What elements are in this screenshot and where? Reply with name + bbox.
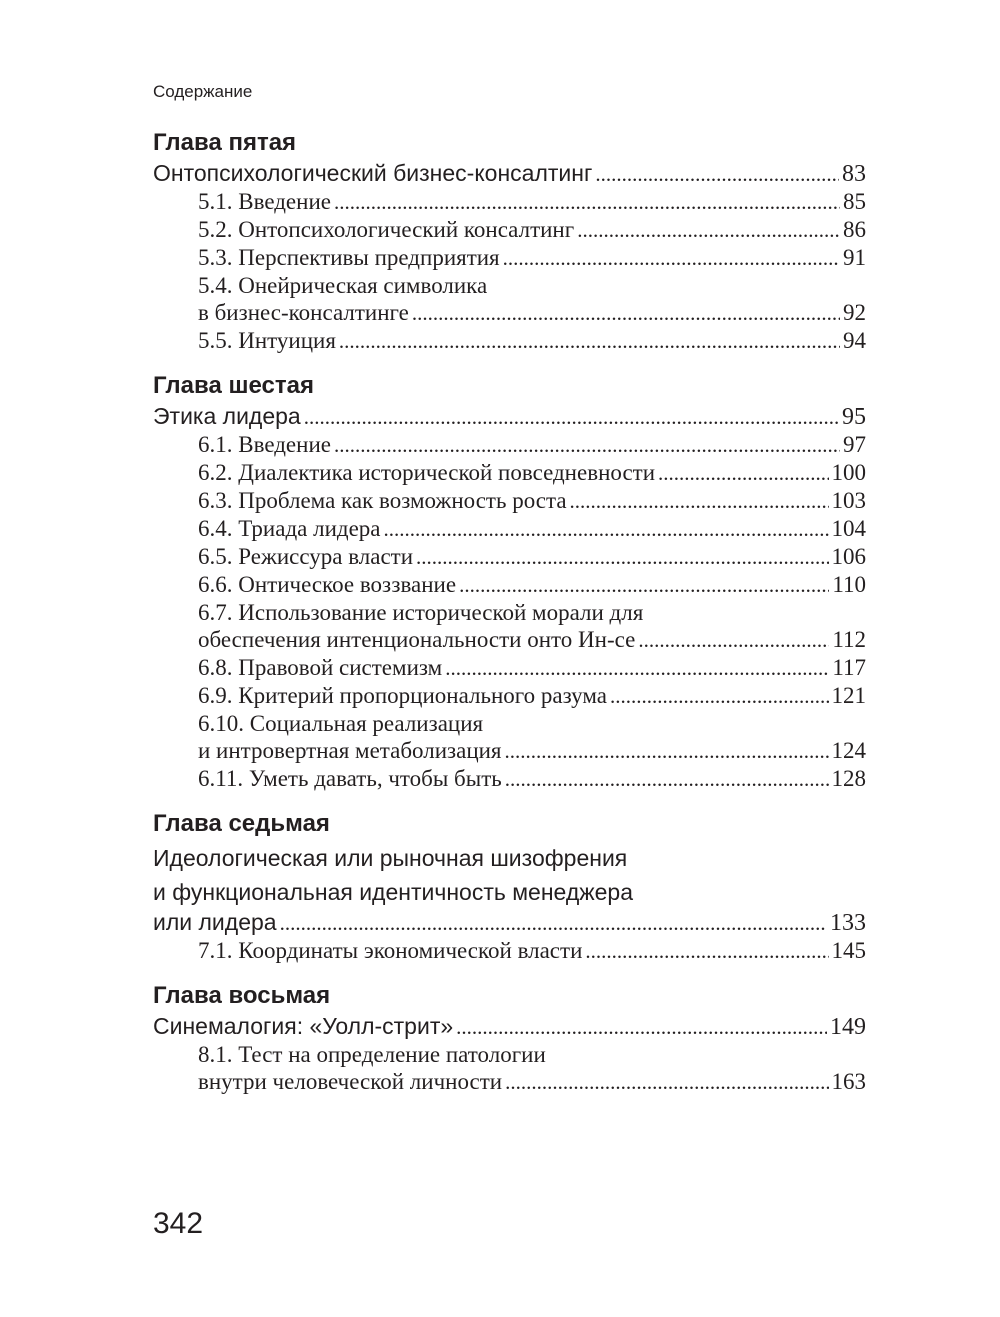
- chapter-label: Глава пятая: [153, 129, 297, 156]
- chapter-title-entry[interactable]: [153, 160, 866, 188]
- section-entry-text: внутри человеческой личности: [198, 1069, 503, 1094]
- dot-leader: [412, 300, 840, 327]
- section-title-line: 8.1. Тест на определение патологии: [198, 1042, 546, 1067]
- chapter-block: [153, 807, 866, 965]
- section-entry-text: 6.3. Проблема как возможность роста: [198, 488, 567, 513]
- section-entry-text: и интровертная метаболизация: [198, 738, 502, 763]
- section-entry-page: 91: [843, 245, 866, 270]
- section-entry[interactable]: [153, 431, 866, 459]
- section-entry-text: 6.9. Критерий пропорционального разума: [198, 683, 607, 708]
- section-entry-text: 6.6. Онтическое воззвание: [198, 572, 457, 597]
- section-entry[interactable]: [153, 299, 866, 327]
- section-entry-page: 110: [832, 572, 866, 597]
- dot-leader: [459, 572, 829, 599]
- chapter-title-entry[interactable]: [153, 909, 866, 937]
- section-entry-text: 5.2. Онтопсихологический консалтинг: [198, 217, 575, 242]
- section-entry[interactable]: [153, 737, 866, 765]
- chapter-label: Глава восьмая: [153, 982, 331, 1009]
- dot-leader: [445, 655, 829, 682]
- dot-leader: [610, 683, 829, 710]
- section-entry-text: 6.8. Правовой системизм: [198, 655, 443, 680]
- chapter-title-entry-page: 83: [842, 161, 866, 187]
- dot-leader: [505, 738, 829, 765]
- dot-leader: [585, 938, 828, 965]
- chapter-title-line: Идеологическая или рыночная шизофрения: [153, 845, 628, 871]
- section-entry-page: 163: [831, 1069, 866, 1094]
- chapter-title-entry-text: Этика лидера: [153, 403, 301, 429]
- section-entry-page: 128: [831, 766, 866, 791]
- section-entry[interactable]: [153, 765, 866, 793]
- dot-leader: [456, 1014, 827, 1041]
- section-entry-page: 106: [831, 544, 866, 569]
- chapter-block: [153, 369, 866, 793]
- section-entry-page: 112: [832, 627, 866, 652]
- section-entry-text: 6.11. Уметь давать, чтобы быть: [198, 766, 502, 791]
- section-entry[interactable]: [153, 459, 866, 487]
- section-entry[interactable]: [153, 327, 866, 355]
- dot-leader: [304, 404, 839, 431]
- section-entry[interactable]: [153, 626, 866, 654]
- section-entry-text: в бизнес-консалтинге: [198, 300, 409, 325]
- section-entry-page: 121: [831, 683, 866, 708]
- section-entry[interactable]: [153, 682, 866, 710]
- section-entry[interactable]: [153, 487, 866, 515]
- dot-leader: [658, 460, 828, 487]
- chapter-block: [153, 979, 866, 1096]
- chapter-title-entry[interactable]: [153, 1013, 866, 1041]
- section-entry[interactable]: [153, 216, 866, 244]
- dot-leader: [339, 328, 840, 355]
- section-entry[interactable]: [153, 654, 866, 682]
- dot-leader: [595, 161, 839, 188]
- section-entry[interactable]: [153, 515, 866, 543]
- section-entry-page: 117: [832, 655, 866, 680]
- chapter-title-entry-page: 133: [830, 910, 866, 936]
- section-title-line: 6.7. Использование исторической морали для: [198, 600, 644, 625]
- dot-leader: [334, 189, 840, 216]
- dot-leader: [503, 245, 840, 272]
- dot-leader: [280, 910, 827, 937]
- section-entry-page: 124: [831, 738, 866, 763]
- section-entry-page: 86: [843, 217, 866, 242]
- section-entry-page: 92: [843, 300, 866, 325]
- chapter-title-entry-text: Онтопсихологический бизнес-консалтинг: [153, 160, 593, 186]
- section-entry-text: обеспечения интенциональности онто Ин-се: [198, 627, 636, 652]
- section-entry[interactable]: [153, 244, 866, 272]
- dot-leader: [334, 432, 840, 459]
- dot-leader: [505, 766, 829, 793]
- section-entry-text: 7.1. Координаты экономической власти: [198, 938, 583, 963]
- section-entry-text: 6.5. Режиссура власти: [198, 544, 414, 569]
- section-entry-page: 100: [831, 460, 866, 485]
- section-entry-text: 6.2. Диалектика исторической повседневности: [198, 460, 656, 485]
- section-entry-page: 94: [843, 328, 866, 353]
- chapter-label: Глава шестая: [153, 372, 314, 399]
- dot-leader: [577, 217, 840, 244]
- dot-leader: [384, 516, 829, 543]
- chapter-title-entry[interactable]: [153, 403, 866, 431]
- section-entry-page: 103: [831, 488, 866, 513]
- table-of-contents: [153, 126, 866, 1110]
- dot-leader: [416, 544, 828, 571]
- chapter-label: Глава седьмая: [153, 810, 330, 837]
- chapter-title-entry-text: или лидера: [153, 909, 277, 935]
- section-entry-text: 5.1. Введение: [198, 189, 331, 214]
- dot-leader: [570, 488, 829, 515]
- page-number: 342: [153, 1207, 204, 1240]
- section-entry[interactable]: [153, 1068, 866, 1096]
- section-entry-page: 85: [843, 189, 866, 214]
- section-entry-text: 6.4. Триада лидера: [198, 516, 381, 541]
- section-entry-page: 145: [831, 938, 866, 963]
- section-entry-text: 6.1. Введение: [198, 432, 331, 457]
- section-entry[interactable]: [153, 571, 866, 599]
- chapter-title-entry-text: Синемалогия: «Уолл-стрит»: [153, 1013, 454, 1039]
- chapter-title-entry-page: 149: [830, 1014, 866, 1040]
- chapter-title-line: и функциональная идентичность менеджера: [153, 879, 634, 905]
- section-entry[interactable]: [153, 543, 866, 571]
- section-entry-text: 5.5. Интуиция: [198, 328, 336, 353]
- section-entry-page: 97: [843, 432, 866, 457]
- section-entry[interactable]: [153, 188, 866, 216]
- section-entry[interactable]: [153, 937, 866, 965]
- dot-leader: [638, 627, 829, 654]
- running-head: Содержание: [153, 82, 253, 101]
- section-title-line: 6.10. Социальная реализация: [198, 711, 484, 736]
- section-entry-text: 5.3. Перспективы предприятия: [198, 245, 500, 270]
- dot-leader: [505, 1069, 828, 1096]
- chapter-title-entry-page: 95: [842, 404, 866, 430]
- chapter-block: [153, 126, 866, 355]
- section-entry-page: 104: [831, 516, 866, 541]
- section-title-line: 5.4. Онейрическая символика: [198, 273, 488, 298]
